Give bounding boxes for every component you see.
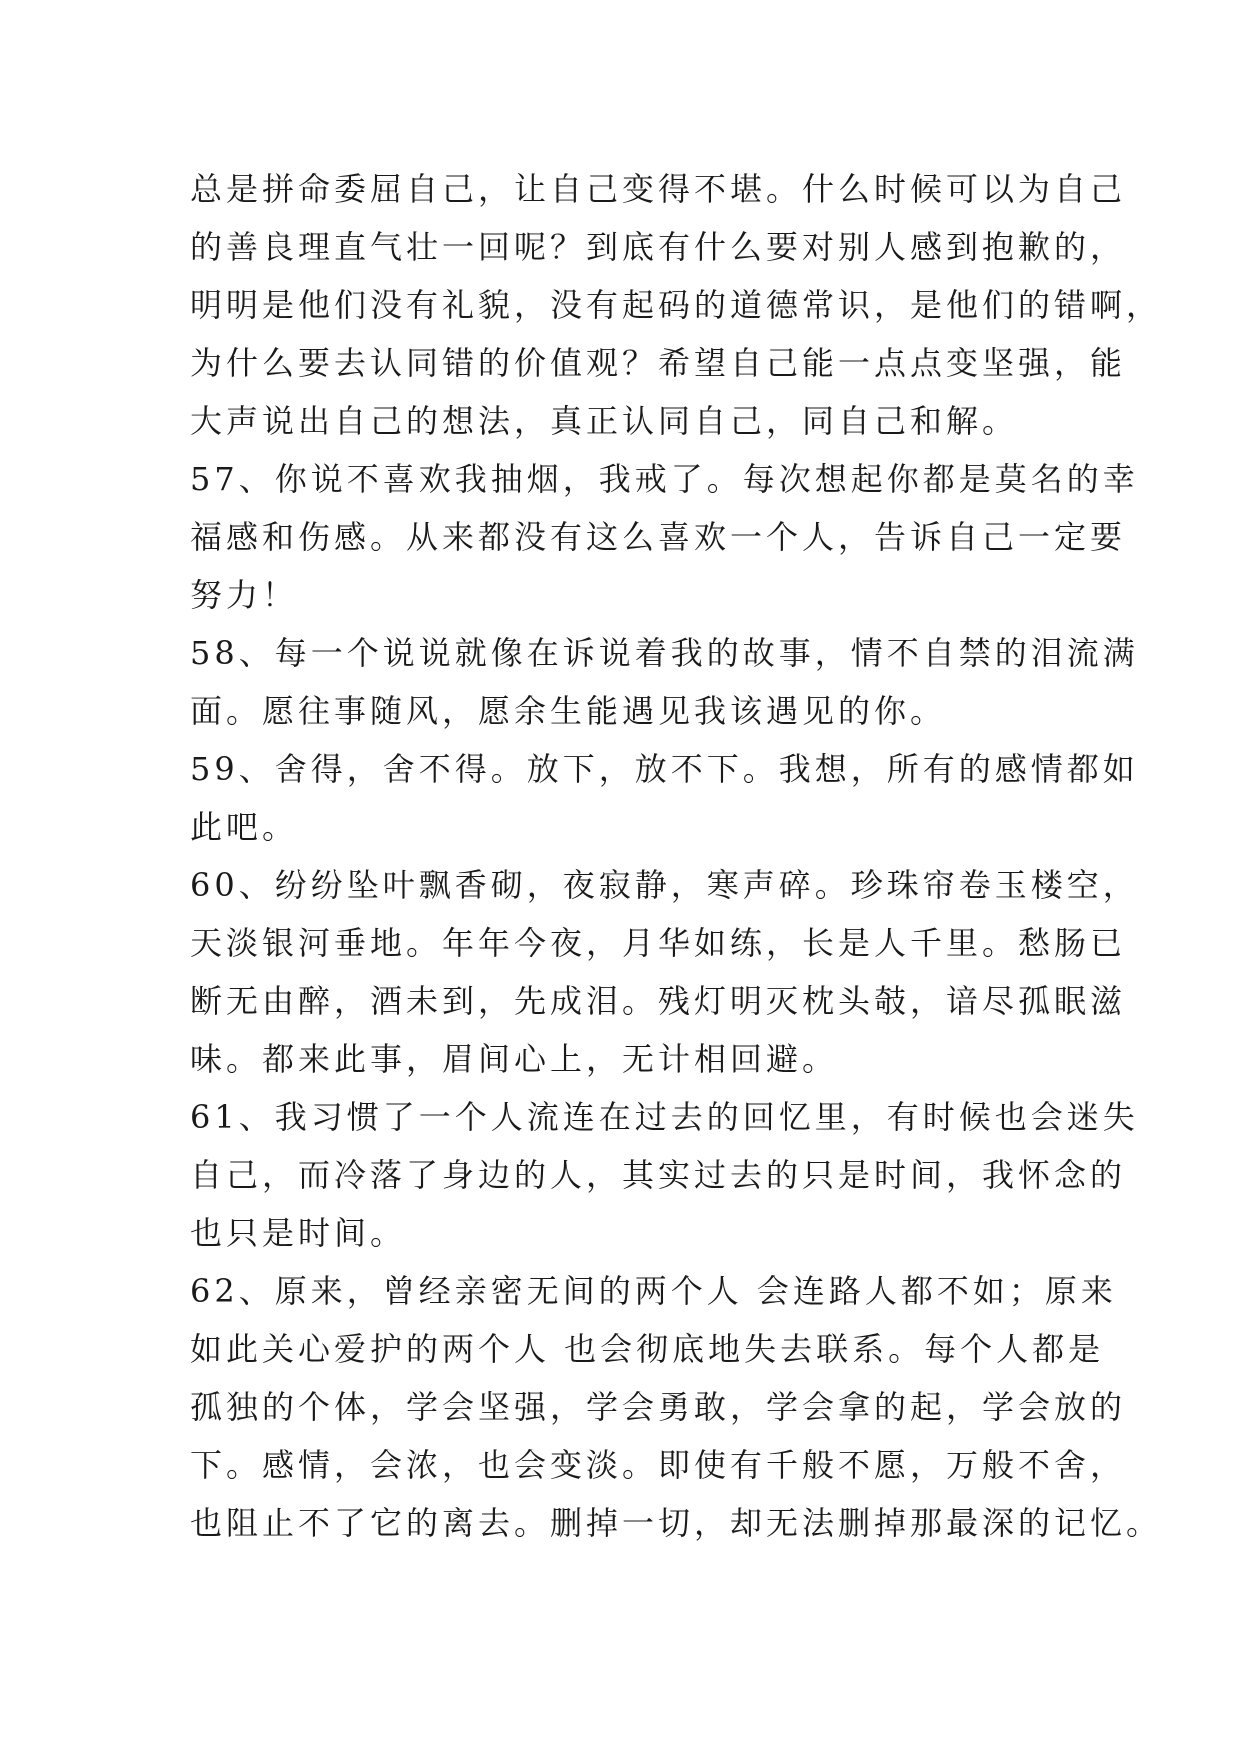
text-line: 下。感情，会浓，也会变淡。即使有千般不愿，万般不舍， [190,1446,1127,1484]
text-line: 面。愿往事随风，愿余生能遇见我该遇见的你。 [190,692,947,730]
text-line: 天淡银河垂地。年年今夜，月华如练，长是人千里。愁肠已 [190,924,1127,962]
text-line: 58、每一个说说就像在诉说着我的故事，情不自禁的泪流满 [190,634,1139,672]
text-line: 也只是时间。 [190,1214,407,1252]
text-line: 的善良理直气壮一回呢？到底有什么要对别人感到抱歉的， [190,228,1127,266]
document-body [190,160,1163,1552]
text-line: 明明是他们没有礼貌，没有起码的道德常识，是他们的错啊， [190,286,1163,324]
text-line: 自己，而冷落了身边的人，其实过去的只是时间，我怀念的 [190,1156,1127,1194]
text-line: 如此关心爱护的两个人 也会彻底地失去联系。每个人都是 [190,1330,1105,1368]
text-line: 60、纷纷坠叶飘香砌，夜寂静，寒声碎。珍珠帘卷玉楼空， [190,866,1139,904]
text-line: 为什么要去认同错的价值观？希望自己能一点点变坚强，能 [190,344,1127,382]
text-line: 也阻止不了它的离去。删掉一切，却无法删掉那最深的记忆。 [190,1504,1163,1542]
text-line: 62、原来，曾经亲密无间的两个人 会连路人都不如；原来 [190,1272,1117,1310]
text-line: 总是拼命委屈自己，让自己变得不堪。什么时候可以为自己 [190,170,1127,208]
text-line: 大声说出自己的想法，真正认同自己，同自己和解。 [190,402,1019,440]
text-line: 福感和伤感。从来都没有这么喜欢一个人，告诉自己一定要 [190,518,1127,556]
text-line: 59、舍得，舍不得。放下，放不下。我想，所有的感情都如 [190,750,1139,788]
text-line: 此吧。 [190,808,299,846]
text-line: 57、你说不喜欢我抽烟，我戒了。每次想起你都是莫名的幸 [190,460,1139,498]
text-line: 61、我习惯了一个人流连在过去的回忆里，有时候也会迷失 [190,1098,1139,1136]
text-line: 努力！ [190,576,299,614]
text-line: 味。都来此事，眉间心上，无计相回避。 [190,1040,839,1078]
text-line: 孤独的个体，学会坚强，学会勇敢，学会拿的起，学会放的 [190,1388,1127,1426]
text-line: 断无由醉，酒未到，先成泪。残灯明灭枕头攲，谙尽孤眠滋 [190,982,1127,1020]
